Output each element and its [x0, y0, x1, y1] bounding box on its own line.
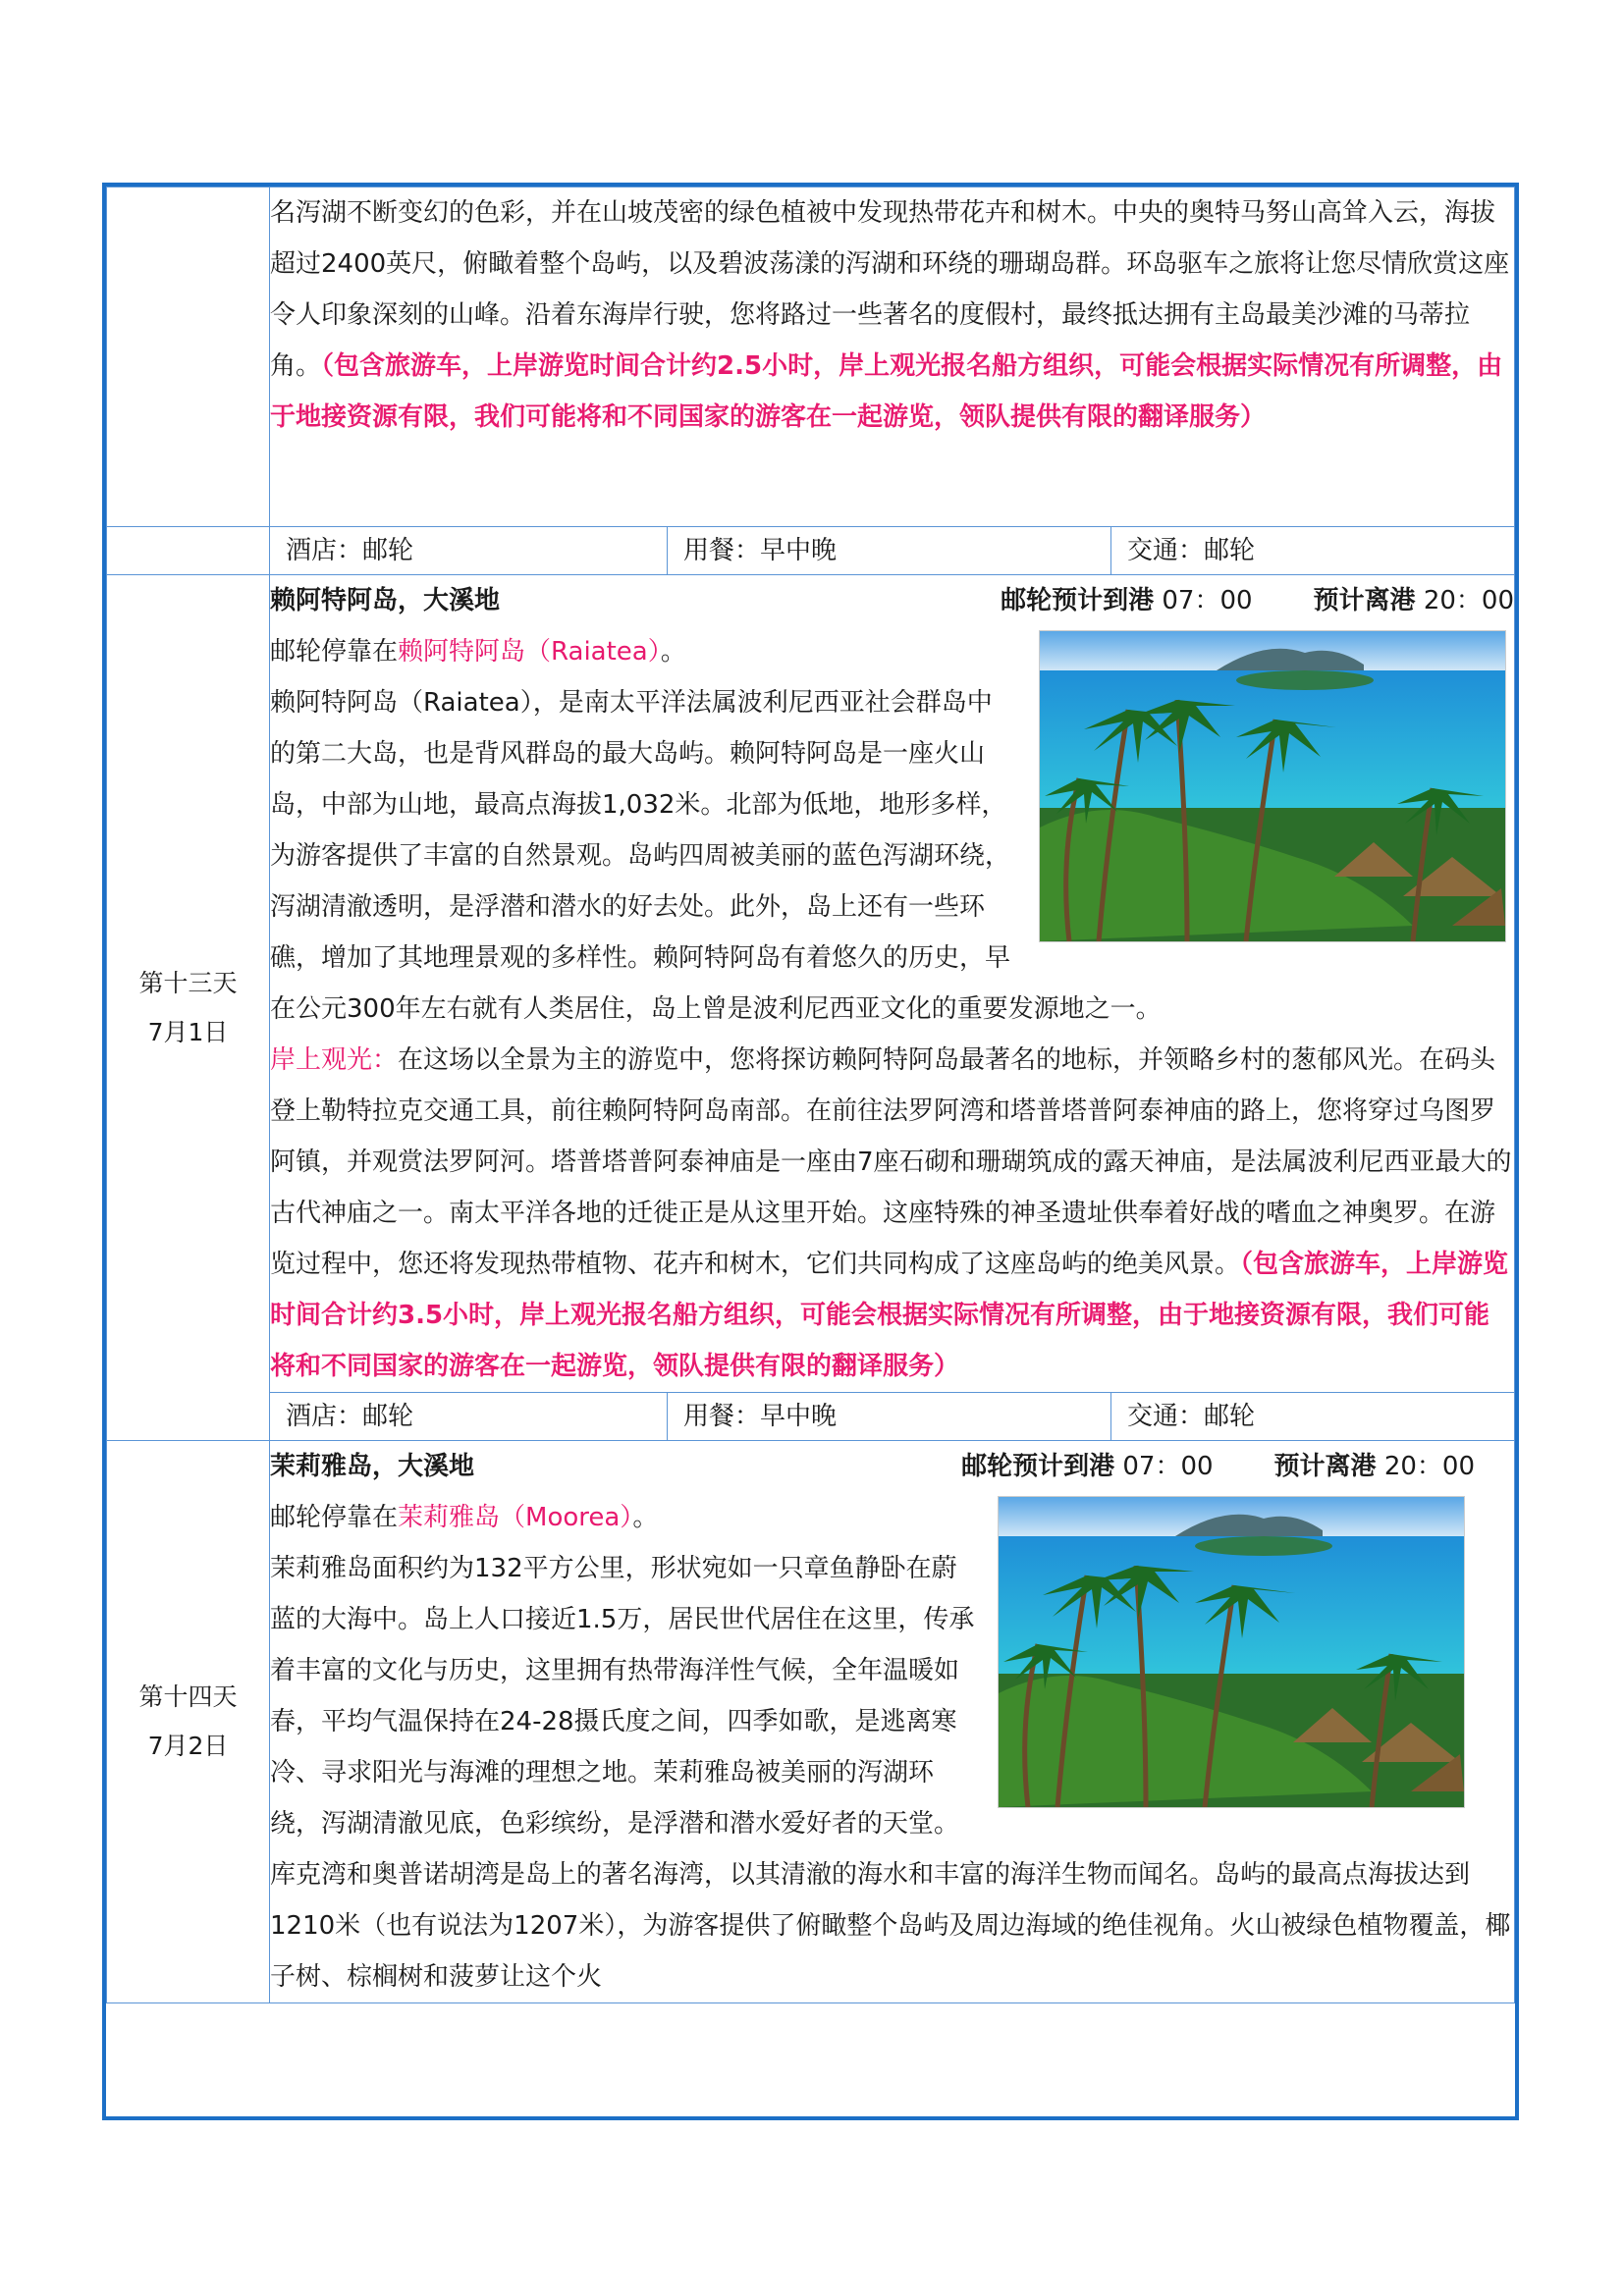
depart-label-14: 预计离港 [1273, 1452, 1377, 1481]
port-name-14: 茉莉雅岛，大溪地 [270, 1452, 475, 1481]
description-14: 茉莉雅岛面积约为132平方公里，形状宛如一只章鱼静卧在蔚蓝的大海中。岛上人口接近1.5万，居民世代居住在这里，传承着丰富的文化与历史，这里拥有热带海洋性气候，全年温暖如春，平均气温保持在24-28摄氏度之间，四季如歌，是逃离寒冷、寻求阳光与海滩的理想之地。茉莉雅岛被美丽的泻湖环绕，泻湖清澈见底，色彩缤纷，是浮潜和潜水爱好者的天堂。库克湾和奥普诺胡湾是岛上的著名海湾，以其清澈的海水和丰富的海洋生物而闻名。岛屿的最高点海拔达到1210米（也有说法为1207米），为游客提供了俯瞰整个岛屿及周边海域的绝佳视角。火山被绿色植物覆盖，椰子树、棕榈树和菠萝让这个火 [270, 1554, 1511, 1992]
day-row-prev [107, 187, 1515, 527]
depart-label-13: 预计离港 [1313, 586, 1416, 615]
dock-line-14: 邮轮停靠在茉莉雅岛（Moorea）。 [270, 1503, 659, 1532]
info-cell-prev [270, 527, 1515, 575]
info-row-prev [107, 527, 1515, 575]
meals-label: 用餐：早中晚 [668, 527, 1111, 574]
port-name-13: 赖阿特阿岛，大溪地 [270, 586, 501, 615]
date-label-13: 7月1日 [147, 1017, 229, 1046]
day-title-row-14 [270, 1441, 1514, 1492]
itinerary-table [106, 187, 1515, 2003]
dock-line-13: 邮轮停靠在赖阿特阿岛（Raiatea）。 [270, 637, 686, 667]
island-photo-14 [998, 1496, 1465, 1808]
day-row-13 [107, 575, 1515, 1393]
date-label-14: 7月2日 [147, 1732, 229, 1760]
hotel-label: 酒店：邮轮 [270, 1393, 668, 1440]
prev-note: （包含旅游车，上岸游览时间合计约2.5小时，岸上观光报名船方组织，可能会根据实际情况有所调整，由于地接资源有限，我们可能将和不同国家的游客在一起游览，领队提供有限的翻译服务） [270, 351, 1503, 432]
dock-name-14: 茉莉雅岛（Moorea） [398, 1503, 633, 1532]
day-cell-14 [107, 1441, 270, 2003]
hotel-label: 酒店：邮轮 [270, 527, 668, 574]
itinerary-frame [102, 183, 1519, 2120]
island-photo-13 [1039, 630, 1506, 942]
day-cell-prev [107, 187, 270, 527]
shore-label-13: 岸上观光： [270, 1045, 399, 1075]
depart-time-14: 20：00 [1383, 1452, 1475, 1481]
dock-name-13: 赖阿特阿岛（Raiatea） [398, 637, 661, 667]
description-13: 赖阿特阿岛（Raiatea），是南太平洋法属波利尼西亚社会群岛中的第二大岛，也是背风群岛的最大岛屿。赖阿特阿岛是一座火山岛，中部为山地，最高点海拔1,032米。北部为低地，地形多样，为游客提供了丰富的自然景观。岛屿四周被美丽的蓝色泻湖环绕，泻湖清澈透明，是浮潜和潜水的好去处。此外，岛上还有一些环礁，增加了其地理景观的多样性。赖阿特阿岛有着悠久的历史，早在公元300年左右就有人类居住，岛上曾是波利尼西亚文化的重要发源地之一。 [270, 688, 1162, 1024]
prev-description: 名泻湖不断变幻的色彩，并在山坡茂密的绿色植被中发现热带花卉和树木。中央的奥特马努山高耸入云，海拔超过2400英尺，俯瞰着整个岛屿，以及碧波荡漾的泻湖和环绕的珊瑚岛群。环岛驱车之旅将让您尽情欣赏这座令人印象深刻的山峰。沿着东海岸行驶，您将路过一些著名的度假村，最终抵达拥有主岛最美沙滩的马蒂拉角。 [270, 198, 1510, 381]
note-13: （包含旅游车，上岸游览时间合计约3.5小时，岸上观光报名船方组织，可能会根据实际情况有所调整，由于地接资源有限，我们可能将和不同国家的游客在一起游览，领队提供有限的翻译服务） [270, 1250, 1509, 1381]
info-row-13 [107, 1393, 1515, 1441]
day-title-row-13 [270, 575, 1514, 626]
day-cell-prev-info [107, 527, 270, 575]
transport-label: 交通：邮轮 [1127, 536, 1256, 565]
depart-time-13: 20：00 [1423, 586, 1514, 615]
transport-label: 交通：邮轮 [1127, 1402, 1256, 1431]
info-cell-13 [270, 1393, 1515, 1441]
prev-paragraph [270, 187, 1514, 443]
meals-label: 用餐：早中晚 [668, 1393, 1111, 1440]
arrive-time-13: 07：00 [1162, 586, 1253, 615]
shore-excursion-13: 岸上观光：在这场以全景为主的游览中，您将探访赖阿特阿岛最著名的地标，并领略乡村的葱郁风光。在码头登上勒特拉克交通工具，前往赖阿特阿岛南部。在前往法罗阿湾和塔普塔普阿泰神庙的路上，您将穿过乌图罗阿镇，并观赏法罗阿河。塔普塔普阿泰神庙是一座由7座石砌和珊瑚筑成的露天神庙，是法属波利尼西亚最大的古代神庙之一。南太平洋各地的迁徙正是从这里开始。这座特殊的神圣遗址供奉着好战的嗜血之神奥罗。在游览过程中，您还将发现热带植物、花卉和树木，它们共同构成了这座岛屿的绝美风景。（包含旅游车，上岸游览时间合计约3.5小时，岸上观光报名船方组织，可能会根据实际情况有所调整，由于地接资源有限，我们可能将和不同国家的游客在一起游览，领队提供有限的翻译服务） [270, 1045, 1512, 1381]
day-cell-13 [107, 575, 270, 1441]
arrive-label-14: 邮轮预计到港 [961, 1452, 1115, 1481]
day-label-14: 第十四天 [138, 1682, 238, 1711]
day-content-prev [270, 187, 1515, 527]
day-label-13: 第十三天 [138, 968, 238, 997]
day-content-14 [270, 1441, 1515, 2003]
day-row-14 [107, 1441, 1515, 2003]
arrive-time-14: 07：00 [1122, 1452, 1214, 1481]
arrive-label-13: 邮轮预计到港 [1001, 586, 1155, 615]
day-content-13 [270, 575, 1515, 1393]
